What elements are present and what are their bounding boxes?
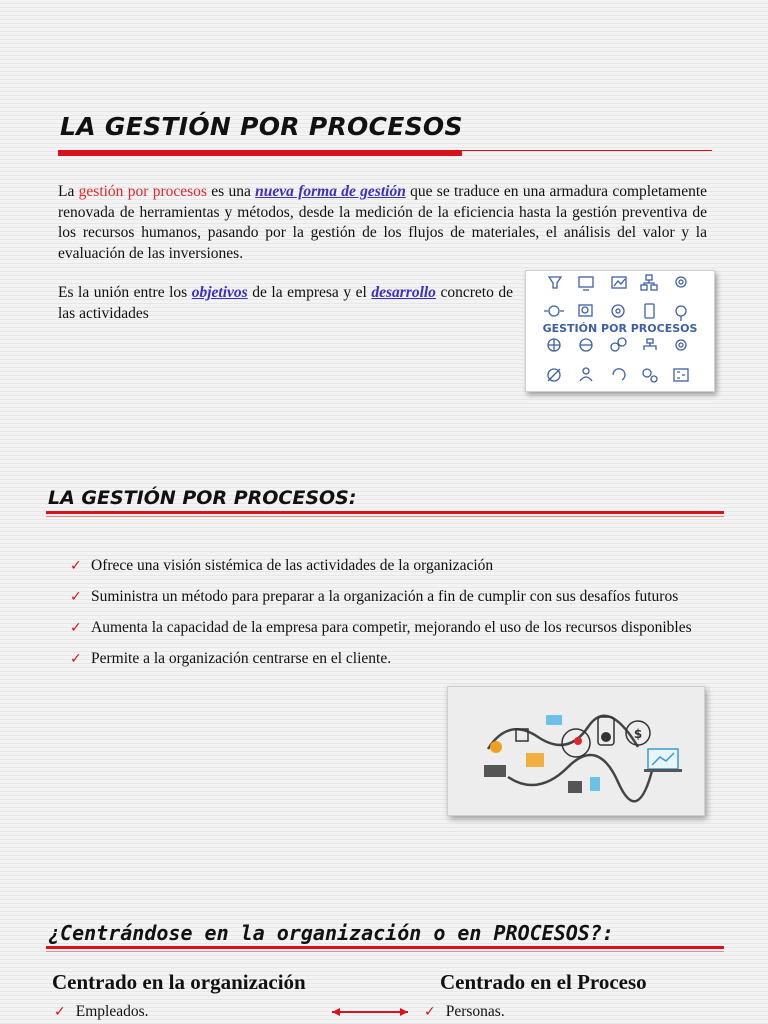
- bulb-icon: [490, 741, 502, 753]
- union-text-3: concreto de las actividades: [58, 284, 513, 322]
- person-icon: [601, 732, 611, 742]
- page-title: LA GESTIÓN POR PROCESOS: [60, 112, 463, 141]
- target-icon: [676, 306, 686, 321]
- hierarchy-icon: [641, 275, 657, 290]
- right-column-item: [424, 1003, 505, 1021]
- checkmark-icon: ✓: [54, 1004, 66, 1020]
- battery-icon: [590, 777, 600, 791]
- section3-title: ¿Centrándose en la organización o en PROCESOS?:: [48, 921, 614, 945]
- list-item-text: Suministra un método para preparar a la organización a fin de cumplir con sus desafíos futuros: [91, 588, 679, 605]
- list-item: [70, 614, 720, 642]
- section3-underline-thin: [46, 951, 724, 952]
- gear-icon: [676, 277, 686, 287]
- title-underline-line: [58, 150, 712, 151]
- pipeline-line: [488, 716, 638, 749]
- section2-underline-thin: [46, 516, 724, 517]
- section2-underline: [46, 511, 724, 514]
- gestion-por-procesos-icons-image: [525, 270, 715, 392]
- left-column-header: Centrado en la organización: [52, 970, 306, 994]
- chart-icon: [612, 277, 626, 288]
- list-item-text: Ofrece una visión sistémica de las actividades de la organización: [91, 557, 494, 574]
- link-objetivos[interactable]: objetivos: [191, 284, 248, 301]
- refresh-icon: [613, 369, 625, 380]
- intro-text-2: es una: [206, 183, 256, 200]
- network-icon: [580, 339, 592, 351]
- user-gears-icon: [580, 368, 592, 381]
- left-column-item: [54, 1003, 148, 1021]
- highlight-gestion-por-procesos: gestión por procesos: [78, 183, 207, 200]
- checkmark-icon: ✓: [70, 558, 82, 574]
- flow-icon: [676, 340, 686, 350]
- checkmark-icon: ✓: [70, 589, 82, 605]
- process-illustration: [448, 687, 704, 815]
- phone-icon: [645, 304, 654, 318]
- double-arrow-icon: [328, 1006, 412, 1018]
- org-chart-icon: [644, 339, 656, 350]
- benefits-list: [70, 552, 720, 676]
- globe-icon: [548, 339, 560, 351]
- link-nueva-forma-de-gestion[interactable]: nueva forma de gestión: [255, 183, 406, 200]
- section3-underline: [46, 946, 724, 949]
- union-text-1: Es la unión entre los: [58, 284, 192, 301]
- checkmark-icon: ✓: [70, 651, 82, 667]
- key-icon: [546, 715, 562, 725]
- intro-text-3: que se traduce en una armadura completamente renovada de herramientas y métodos, desde la medición de la eficiencia hasta la gestión preventiva de los recursos humanos, pasando por la gestión de los flujos de materiales, el análisis del valor y la evaluación de las inversiones.: [58, 183, 708, 262]
- link-desarrollo[interactable]: desarrollo: [371, 284, 436, 301]
- cogs-icon: [643, 369, 657, 382]
- process-icons-grid: [526, 271, 714, 391]
- left-item-text: Empleados.: [75, 1003, 149, 1020]
- list-item: [70, 583, 720, 611]
- keyboard-icon: [484, 765, 506, 777]
- right-item-text: Personas.: [445, 1003, 505, 1020]
- process-illustration-image: [447, 686, 705, 816]
- dollar-icon: $: [633, 727, 643, 741]
- intro-paragraph: [58, 182, 707, 264]
- settings-monitor-icon: [579, 305, 592, 316]
- target-arrow-icon: [548, 369, 560, 381]
- gear-network-icon: [544, 306, 564, 316]
- monitor-icon: [579, 277, 593, 290]
- server-icon: [568, 781, 582, 793]
- document-icon: [526, 753, 544, 767]
- funnel-icon: [549, 277, 561, 288]
- qr-code-icon: [674, 369, 688, 381]
- intro-text-1: La: [58, 183, 79, 200]
- list-item: [70, 552, 720, 580]
- section2-title: LA GESTIÓN POR PROCESOS:: [48, 487, 357, 509]
- checkmark-icon: ✓: [70, 620, 82, 636]
- gear-red-icon: [574, 737, 582, 745]
- list-item-text: Aumenta la capacidad de la empresa para competir, mejorando el uso de los recursos disponibles: [91, 619, 692, 636]
- union-paragraph: [58, 283, 513, 324]
- right-column-header: Centrado en el Proceso: [440, 970, 647, 994]
- image-caption: GESTIÓN POR PROCESOS: [542, 322, 698, 335]
- coins-icon: [611, 338, 626, 351]
- union-text-2: de la empresa y el: [247, 284, 372, 301]
- list-item-text: Permite a la organización centrarse en el cliente.: [91, 650, 392, 667]
- checkmark-icon: ✓: [424, 1004, 436, 1020]
- cog-icon: [612, 305, 624, 317]
- list-item: [70, 645, 720, 673]
